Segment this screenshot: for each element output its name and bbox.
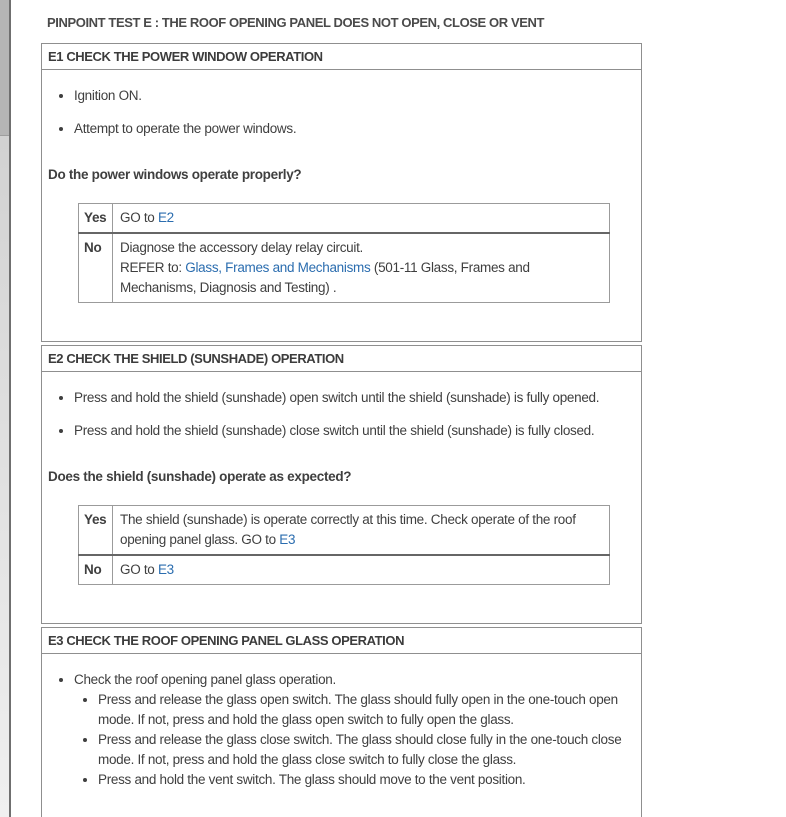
goto-link[interactable]: Glass, Frames and Mechanisms (185, 260, 371, 275)
step-bullets (42, 86, 633, 139)
step-bullets (42, 388, 633, 441)
step-body (42, 372, 641, 623)
step-question: Do the power windows operate properly? (48, 167, 302, 182)
decision-row-no (79, 555, 610, 585)
bullet-text: Ignition ON. (74, 88, 142, 103)
goto-link[interactable]: E2 (157, 210, 174, 225)
scrollbar-thumb[interactable] (0, 0, 9, 136)
decision-row-yes (79, 204, 610, 234)
sub-bullets (74, 690, 633, 790)
decision-row-yes (79, 506, 610, 556)
step-heading: E3 CHECK THE ROOF OPENING PANEL GLASS OPERATION (42, 628, 641, 654)
step-body (42, 70, 641, 341)
decision-action: The shield (sunshade) is operate correctly at this time. Check operate of the roof opening panel glass. GO to E3 (113, 506, 610, 556)
decision-label: No (79, 555, 113, 585)
goto-link[interactable]: E3 (157, 562, 174, 577)
bullet-text: Press and hold the shield (sunshade) open switch until the shield (sunshade) is fully opened. (74, 390, 600, 405)
decision-row-no (79, 233, 610, 303)
step-bullets (42, 670, 633, 790)
bullet-text: Attempt to operate the power windows. (74, 121, 297, 136)
decision-label: No (79, 233, 113, 303)
bullet-item (74, 388, 633, 408)
bullet-text: Press and hold the shield (sunshade) close switch until the shield (sunshade) is fully closed. (74, 423, 595, 438)
sub-bullet-item: • Press and release the glass open switch. The glass should fully open in the one-touch open mode. If not, press and hold the glass open switch to fully open the glass. (98, 690, 633, 730)
pinpoint-sections (41, 43, 786, 817)
decision-action: Diagnose the accessory delay relay circuit. REFER to: Glass, Frames and Mechanisms (501-11 Glass, Frames and Mechanisms, Diagnosis and Testing) . (113, 233, 610, 303)
document-pane (11, 0, 786, 817)
goto-link[interactable]: E3 (279, 532, 296, 547)
bullet-item (74, 670, 633, 790)
vertical-scrollbar[interactable] (0, 0, 9, 817)
step-question: Does the shield (sunshade) operate as expected? (48, 469, 352, 484)
bullet-item (74, 421, 633, 441)
step-box-E2 (41, 345, 642, 624)
step-box-E1 (41, 43, 642, 342)
decision-label: Yes (79, 204, 113, 234)
bullet-item (74, 86, 633, 106)
bullet-item (74, 119, 633, 139)
decision-action: GO to E3 (113, 555, 610, 585)
step-body (42, 654, 641, 790)
step-heading: E2 CHECK THE SHIELD (SUNSHADE) OPERATION (42, 346, 641, 372)
bullet-text: Check the roof opening panel glass operation. (74, 672, 336, 687)
page-title: PINPOINT TEST E : THE ROOF OPENING PANEL DOES NOT OPEN, CLOSE OR VENT (47, 15, 545, 30)
decision-table (78, 203, 610, 303)
decision-label: Yes (79, 506, 113, 556)
decision-table (78, 505, 610, 585)
step-heading: E1 CHECK THE POWER WINDOW OPERATION (42, 44, 641, 70)
sub-bullet-item: • Press and hold the vent switch. The glass should move to the vent position. (98, 770, 633, 790)
step-box-E3 (41, 627, 642, 817)
decision-action: GO to E2 (113, 204, 610, 234)
sub-bullet-item: • Press and release the glass close switch. The glass should close fully in the one-touch close mode. If not, press and hold the glass close switch to fully close the glass. (98, 730, 633, 770)
